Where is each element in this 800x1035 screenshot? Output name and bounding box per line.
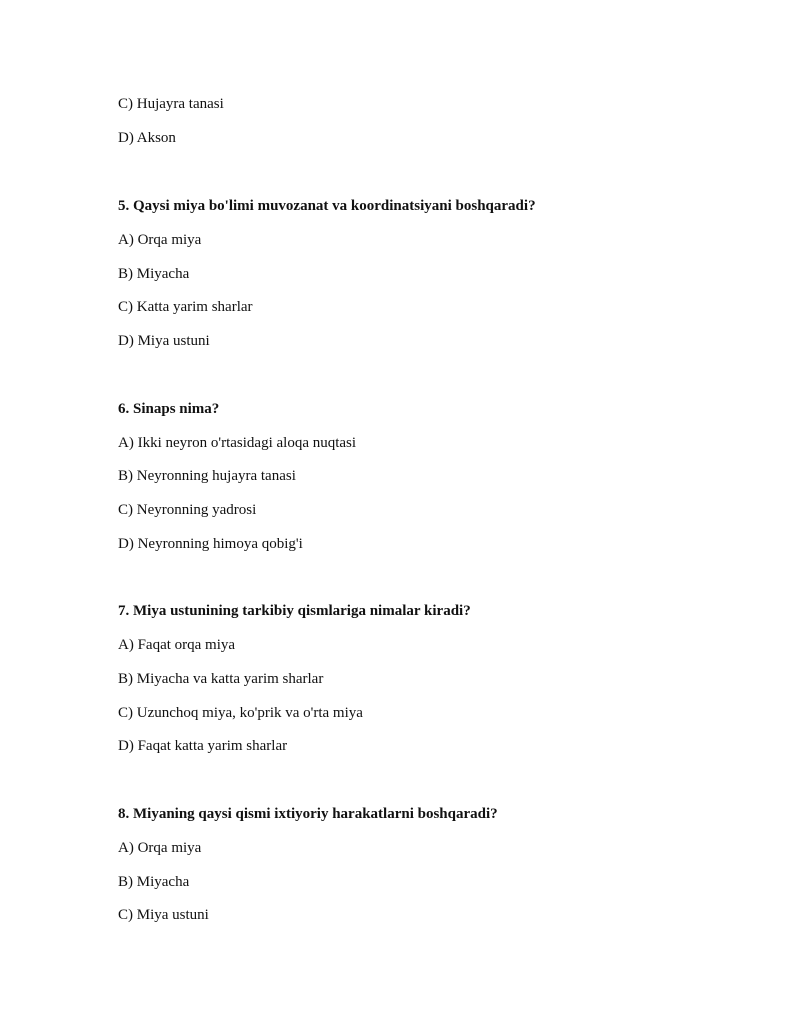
option-text: B) Miyacha va katta yarim sharlar — [118, 671, 324, 687]
option-text: C) Hujayra tanasi — [118, 96, 224, 112]
option-text: A) Orqa miya — [118, 232, 202, 248]
option-text: A) Ikki neyron o'rtasidagi aloqa nuqtasi — [118, 435, 357, 451]
option-text: C) Katta yarim sharlar — [118, 299, 253, 315]
question-title: 5. Qaysi miya bo'limi muvozanat va koordinatsiyani boshqaradi? — [118, 198, 536, 214]
option-text: D) Faqat katta yarim sharlar — [118, 738, 288, 754]
option-text: D) Miya ustuni — [118, 333, 210, 349]
option-text: B) Miyacha — [118, 266, 190, 282]
option-text: D) Akson — [118, 130, 176, 146]
option-text: A) Faqat orqa miya — [118, 637, 236, 653]
option-text: D) Neyronning himoya qobig'i — [118, 536, 303, 552]
question-title: 8. Miyaning qaysi qismi ixtiyoriy harakatlarni boshqaradi? — [118, 806, 498, 822]
option-text: C) Uzunchoq miya, ko'prik va o'rta miya — [118, 705, 363, 721]
option-text: C) Miya ustuni — [118, 907, 209, 923]
option-text: A) Orqa miya — [118, 840, 202, 856]
option-text: C) Neyronning yadrosi — [118, 502, 257, 518]
question-title: 7. Miya ustunining tarkibiy qismlariga nimalar kiradi? — [118, 603, 471, 619]
option-text: B) Miyacha — [118, 874, 190, 890]
option-text: B) Neyronning hujayra tanasi — [118, 468, 296, 484]
question-title: 6. Sinaps nima? — [118, 401, 220, 417]
